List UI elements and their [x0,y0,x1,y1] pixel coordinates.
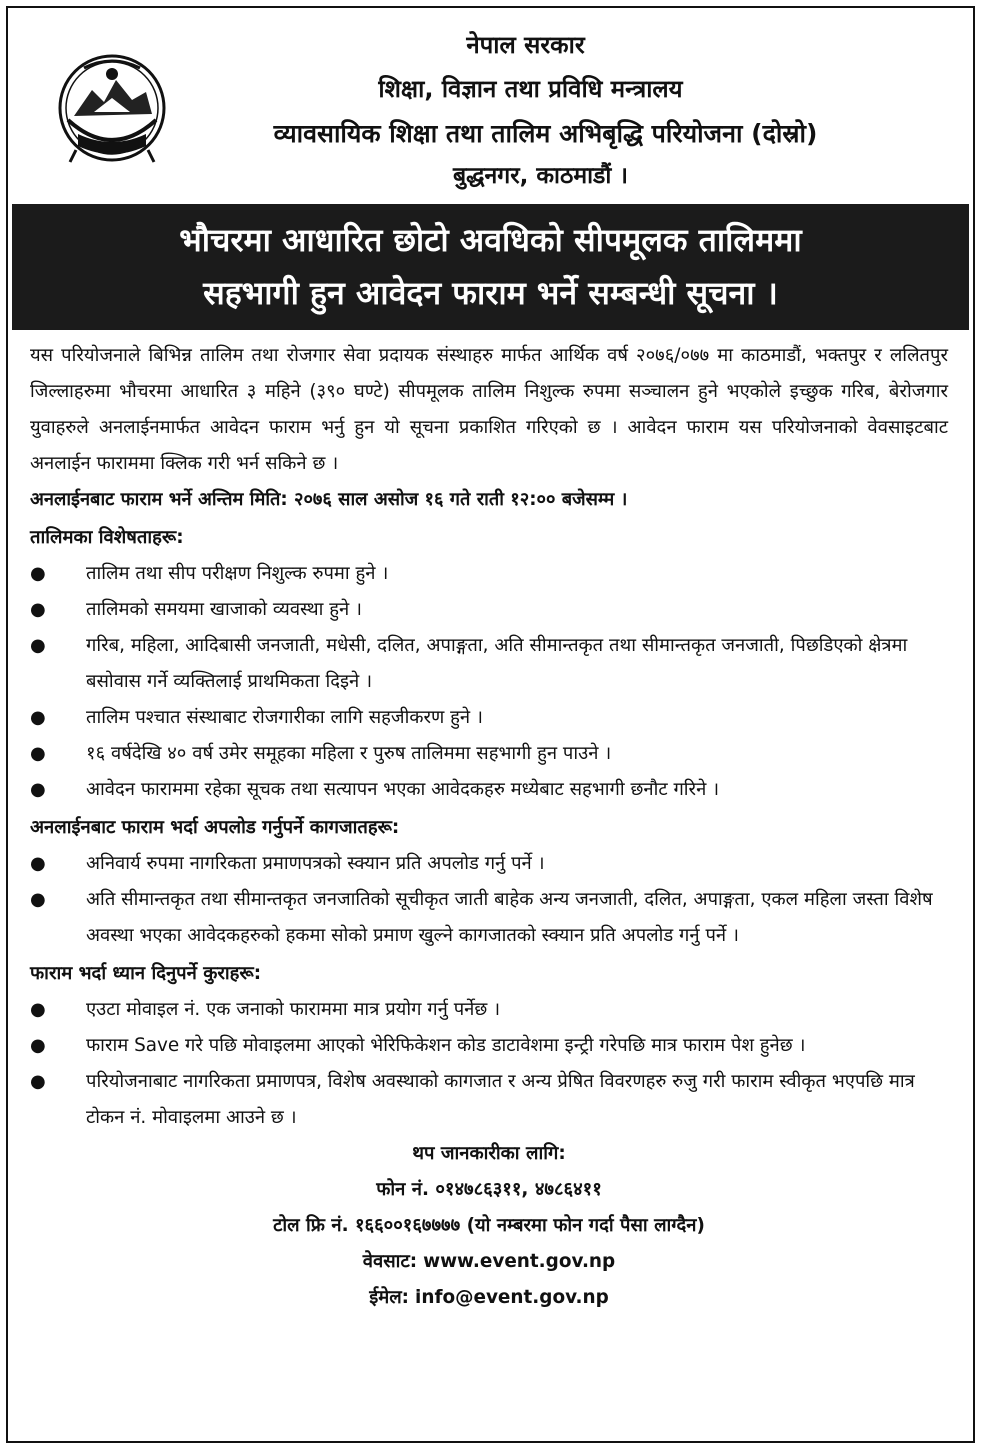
list-item: ● गरिब, महिला, आदिबासी जनजाती, मधेसी, दलित, अपाङ्गता, अति सीमान्तकृत तथा सीमान्तकृत जनजाती, पिछडिएको क्षेत्रमा बसोवास गर्ने व्यक्तिलाई प्राथमिकता दिइने । [30,628,948,700]
list-item: ● तालिम पश्चात संस्थाबाट रोजगारीका लागि सहजीकरण हुने । [30,700,948,736]
attention-heading: फाराम भर्दा ध्यान दिनुपर्ने कुराहरू: [30,963,262,984]
attention-list [30,992,948,1136]
government-name: नेपाल सरकार [466,31,585,59]
notice-title-line-1: भौचरमा आधारित छोटो अवधिको सीपमूलक तालिममा [179,221,802,259]
notice-title-banner [12,204,969,330]
bullet-icon: ● [30,563,46,584]
bullet-icon: ● [30,743,46,764]
list-item: ● आवेदन फाराममा रहेका सूचक तथा सत्यापन भएका आवेदकहरु मध्येबाट सहभागी छनौट गरिने । [30,772,948,808]
contact-phone: फोन नं. ०१४७८६३११, ४७८६४११ [376,1179,602,1200]
notice-header [8,8,973,213]
bullet-icon: ● [30,889,46,910]
bullet-icon: ● [30,1035,46,1056]
bullet-icon: ● [30,779,46,800]
list-item: ● १६ वर्षदेखि ४० वर्ष उमेर समूहका महिला र पुरुष तालिममा सहभागी हुन पाउने । [30,736,948,772]
deadline-notice: अनलाईनबाट फाराम भर्ने अन्तिम मिति: २०७६ साल असोज १६ गते राती १२:०० बजेसम्म । [30,489,628,510]
list-item: ● फाराम Save गरे पछि मोवाइलमा आएको भेरिफिकेशन कोड डाटावेशमा इन्ट्री गरेपछि मात्र फाराम पेश हुनेछ । [30,1028,948,1064]
intro-paragraph: यस परियोजनाले बिभिन्न तालिम तथा रोजगार सेवा प्रदायक संस्थाहरु मार्फत आर्थिक वर्ष २०७६/०७७ मा काठमाडौं, भक्तपुर र ललितपुर जिल्लाहरुमा भौचरमा आधारित ३ महिने (३९० घण्टे) सीपमूलक तालिम निशुल्क रुपमा सञ्चालन हुने भएकोले इच्छुक गरिब, बेरोजगार युवाहरुले अनलाईनमार्फत आवेदन फाराम भर्नु हुन यो सूचना प्रकाशित गरिएको छ । आवेदन फाराम यस परियोजनाको वेवसाइटबाट अनलाईन फाराममा क्लिक गरी भर्न सकिने छ । [30,345,948,474]
contact-email [30,1280,948,1316]
list-item: ● परियोजनाबाट नागरिकता प्रमाणपत्र, विशेष अवस्थाको कागजात र अन्य प्रेषित विवरणहरु रुजु गरी फाराम स्वीकृत भएपछि मात्र टोकन नं. मोवाइलमा आउने छ । [30,1064,948,1136]
contact-website [30,1244,948,1280]
notice-page [6,6,975,1443]
documents-list [30,846,948,954]
list-item: ● एउटा मोवाइल नं. एक जनाको फाराममा मात्र प्रयोग गर्नु पर्नेछ । [30,992,948,1028]
website-link[interactable]: www.event.gov.np [423,1251,616,1272]
project-name: व्यावसायिक शिक्षा तथा तालिम अभिबृद्धि परियोजना (दोस्रो) [273,119,818,148]
list-item: ● तालिम तथा सीप परीक्षण निशुल्क रुपमा हुने । [30,556,948,592]
contact-heading: थप जानकारीका लागि: [412,1143,566,1164]
email-label: ईमेल: [369,1287,410,1308]
list-item: ● तालिमको समयमा खाजाको व्यवस्था हुने । [30,592,948,628]
website-label: वेवसाट: [362,1251,418,1272]
contact-tollfree: टोल फ्रि नं. १६६००१६७७७७ (यो नम्बरमा फोन गर्दा पैसा लाग्दैन) [273,1215,705,1236]
bullet-icon: ● [30,707,46,728]
list-item: ● अनिवार्य रुपमा नागरिकता प्रमाणपत्रको स्क्यान प्रति अपलोड गर्नु पर्ने । [30,846,948,882]
list-item: ● अति सीमान्तकृत तथा सीमान्तकृत जनजातिको सूचीकृत जाती बाहेक अन्य जनजाती, दलित, अपाङ्गता, एकल महिला जस्ता विशेष अवस्था भएका आवेदकहरुको हकमा सोको प्रमाण खुल्ने कागजातको स्क्यान प्रति अपलोड गर्नु पर्ने । [30,882,948,954]
notice-title-line-2: सहभागी हुन आवेदन फाराम भर्ने सम्बन्धी सूचना । [203,274,778,312]
notice-body [30,338,948,1316]
features-list [30,556,948,808]
bullet-icon: ● [30,1071,46,1092]
documents-heading: अनलाईनबाट फाराम भर्दा अपलोड गर्नुपर्ने कागजातहरू: [30,817,400,838]
bullet-icon: ● [30,599,46,620]
bullet-icon: ● [30,635,46,656]
email-link[interactable]: info@event.gov.np [415,1287,609,1308]
bullet-icon: ● [30,853,46,874]
bullet-icon: ● [30,999,46,1020]
ministry-name: शिक्षा, विज्ञान तथा प्रविधि मन्त्रालय [378,75,683,103]
nepal-emblem-icon [54,50,170,170]
project-address: बुद्धनगर, काठमाडौं । [452,163,629,189]
features-heading: तालिमका विशेषताहरू: [30,527,184,548]
